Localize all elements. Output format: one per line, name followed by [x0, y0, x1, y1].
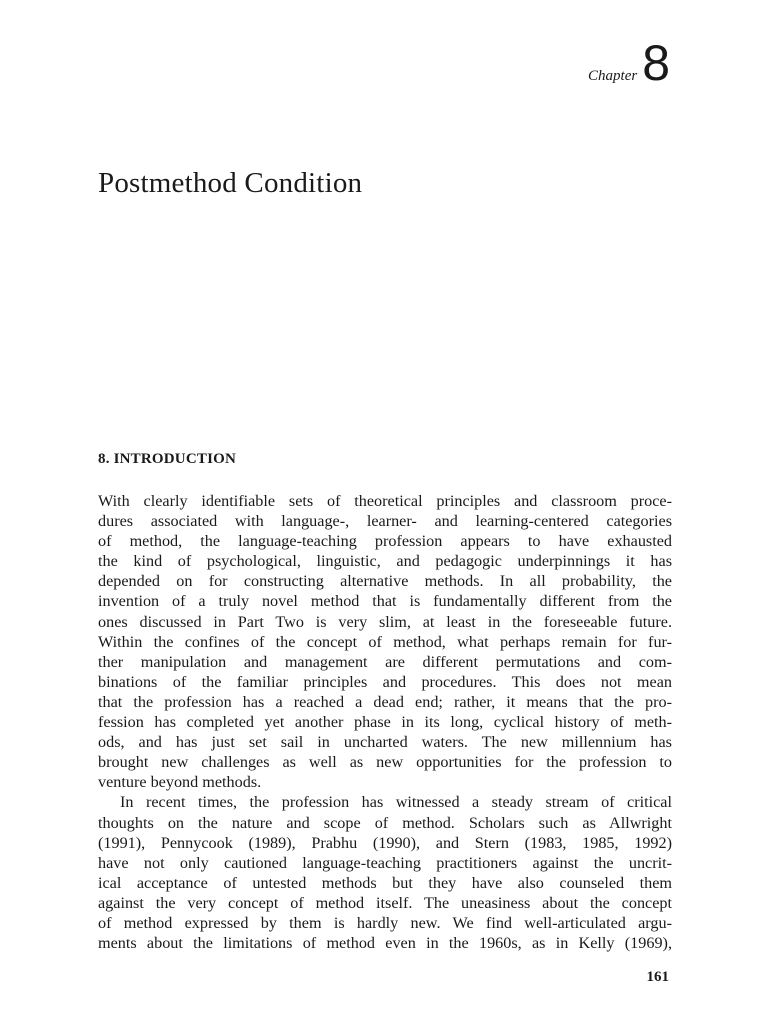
text-line: ical acceptance of untested methods but they have also counseled them	[98, 873, 672, 892]
body-text	[98, 491, 672, 953]
text-line: of method, the language-teaching profession appears to have exhausted	[98, 532, 672, 551]
chapter-title: Postmethod Condition	[98, 167, 363, 199]
text-line: ther manipulation and management are different permutations and com-	[98, 652, 672, 671]
chapter-header	[588, 35, 670, 91]
page-number: 161	[646, 969, 669, 985]
text-line: ods, and has just set sail in uncharted waters. The new millennium has	[98, 733, 672, 752]
text-line: thoughts on the nature and scope of method. Scholars such as Allwright	[98, 813, 672, 832]
text-line: against the very concept of method itself. The uneasiness about the concept	[98, 893, 672, 912]
paragraph-1	[98, 491, 672, 792]
text-line: depended on for constructing alternative methods. In all probability, the	[98, 572, 672, 591]
text-line: brought new challenges as well as new opportunities for the profession to	[98, 753, 672, 772]
text-line: that the profession has a reached a dead end; rather, it means that the pro-	[98, 692, 672, 711]
text-line: fession has completed yet another phase in its long, cyclical history of meth-	[98, 713, 672, 732]
text-line: the kind of psychological, linguistic, and pedagogic underpinnings it has	[98, 552, 672, 571]
text-line: venture beyond methods.	[98, 773, 262, 792]
text-line: ments about the limitations of method even in the 1960s, as in Kelly (1969),	[98, 934, 672, 953]
text-line: ones discussed in Part Two is very slim, at least in the foreseeable future.	[98, 612, 672, 631]
paragraph-2	[98, 792, 672, 953]
text-line: (1991), Pennycook (1989), Prabhu (1990), and Stern (1983, 1985, 1992)	[98, 833, 672, 852]
text-line: of method expressed by them is hardly new. We find well-articulated argu-	[98, 913, 672, 932]
text-line: binations of the familiar principles and procedures. This does not mean	[98, 672, 672, 691]
text-line: dures associated with language-, learner- and learning-centered categories	[98, 512, 672, 531]
text-line: With clearly identifiable sets of theoretical principles and classroom proce-	[98, 492, 672, 510]
text-line: invention of a truly novel method that is fundamentally different from the	[98, 592, 672, 611]
section-heading: 8. INTRODUCTION	[98, 451, 237, 467]
text-line: In recent times, the profession has witnessed a steady stream of critical	[120, 793, 672, 812]
chapter-number: 8	[642, 35, 670, 91]
text-line: have not only cautioned language-teaching practitioners against the uncrit-	[98, 853, 672, 872]
text-line: Within the confines of the concept of method, what perhaps remain for fur-	[98, 632, 672, 651]
chapter-label: Chapter	[588, 68, 638, 84]
